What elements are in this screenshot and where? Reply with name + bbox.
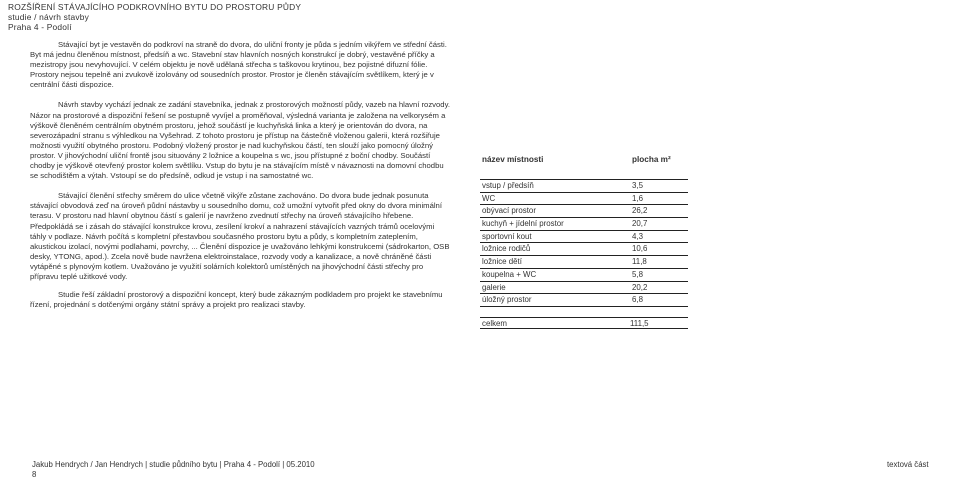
room-area: 3,5 — [632, 181, 643, 190]
total-label: celkem — [482, 319, 507, 328]
paragraph-construction: Stávající členění střechy směrem do ulice včetně vikýře zůstane zachováno. Do dvora bude jednak posunuta stávající obvodová zeď na úroveň půdní nástavby u sousedního domu, což umožní vytvořit před okny do dvora minimální terasu. V prostoru nad hlavní obytnou částí s galerií je navrženo zvednutí střechy na úroveň stávajícího hřebene. Předpokládá se i zásah do stávající konstrukce krovu, zesílení krokví a nahrazení stávajících vazných trámů ocelovými táhly v podlaze. Návrh počítá s kompletní přestavbou současného prostoru bytu a půdy, s kompletním zateplením, akustickou izolací, novými podlahami, povrchy, ... Členění dispozice je uvažováno lehkými konstrukcemi (sádrokarton, OSB desky, YTONG, apod.). Zcela nově bude navržena elektroinstalace, rozvody vody a kanalizace, a nově chráněné části vytápěné s plynovým kotlem. Uvažováno je využití solárních kolektorů umístěných na jihovýchodní části střechy pro přípravu teplé užitkové vody. — [30, 191, 450, 281]
room-name: koupelna + WC — [482, 269, 537, 279]
document-location: Praha 4 - Podolí — [8, 22, 72, 33]
table-row — [480, 293, 688, 307]
document-header — [8, 2, 301, 33]
room-area: 5,8 — [632, 269, 643, 279]
paragraph-study-scope: Studie řeší základní prostorový a dispoziční koncept, který bude zákazným podkladem pro projekt ke stavebnímu řízení, projednání s dotčenými orgány státní správy a projekt pro realizaci stavby. — [30, 290, 443, 310]
document-subtitle: studie / návrh stavby — [8, 12, 90, 23]
footer-authors: Jakub Hendrych / Jan Hendrych | studie půdního bytu | Praha 4 - Podolí | 05.2010 — [32, 460, 315, 469]
room-name: WC — [482, 193, 496, 203]
room-name: obývací prostor — [482, 206, 536, 216]
room-area-table — [480, 155, 688, 307]
paragraph-design-concept: Návrh stavby vychází jednak ze zadání stavebníka, jednak z prostorových možností půdy, vazeb na hlavní rozvody. Názor na prostorové a dispoziční řešení se postupně vyvíjel a proměňoval, výsledná varianta je založena na velkorysém a výškově členěném centrálním obytném prostoru, jehož součástí je kuchyňská linka a který je orientován do dvora, na severozápadní stranu s výhledkou na Vyšehrad. Z tohoto prostoru je přístup na částečně vloženou galerii, která rozšiřuje možnosti využití obytného prostoru. Podobný vložený prostor je nad kuchyňskou částí, ten slouží jako pomocný úložný prostor. V jihovýchodní uliční frontě jsou situovány 2 ložnice a koupelna s wc, jsou přístupné z boční chodby. Součástí chodby je výškově otevřený prostor kolem světlíku. Vstup do bytu je na stávajícím místě v návaznosti na domovní chodbu se schodištěm a výtah. Vstoupí se do předsíně, odkud je vstup i na samostatné wc. — [30, 100, 450, 181]
table-row — [480, 242, 688, 255]
document-title: ROZŠÍŘENÍ STÁVAJÍCÍHO PODKROVNÍHO BYTU DO PROSTORU PŮDY — [8, 2, 302, 12]
room-area: 4,3 — [632, 231, 643, 241]
table-row — [480, 217, 688, 230]
room-area: 20,7 — [632, 219, 648, 229]
room-name: ložnice rodičů — [482, 244, 531, 254]
table-row — [480, 179, 688, 192]
table-row — [480, 268, 688, 281]
table-row — [480, 230, 688, 243]
table-row — [480, 281, 688, 294]
room-name: ložnice dětí — [482, 257, 522, 267]
room-name: úložný prostor — [482, 295, 532, 305]
column-header-room: název místnosti — [482, 155, 544, 164]
total-value: 111,5 — [630, 319, 649, 328]
table-total-row — [480, 317, 688, 329]
paragraph-existing-state: Stávající byt je vestavěn do podkroví na straně do dvora, do uliční fronty je půda s jedním vikýřem ve střední části. Byt má jednu členěnou místnost, předsíň a wc. Stavební stav hlavních nosných konstrukcí je dobrý, vestavěné příčky a mezistropy jsou nevyhovující. V celém objektu je nově udělaná střecha s taškovou krytinou, bez pojistné difuzní fólie. Prostory nejsou tepelně ani zvukově izolovány od sousedních prostor. Prostor je členěn stávajícím světlíkem, který je v centrální části dispozice. — [30, 40, 447, 90]
table-row — [480, 255, 688, 268]
room-name: kuchyň + jídelní prostor — [482, 219, 564, 229]
table-header — [480, 155, 688, 179]
room-area: 6,8 — [632, 295, 643, 305]
table-row — [480, 204, 688, 217]
room-name: galerie — [482, 282, 506, 292]
footer-section: textová část — [887, 460, 929, 469]
table-row — [480, 192, 688, 205]
body-text — [30, 40, 450, 320]
room-area: 11,8 — [632, 257, 647, 267]
room-area: 26,2 — [632, 206, 648, 216]
column-header-area: plocha m² — [632, 155, 671, 164]
room-area: 1,6 — [632, 193, 643, 203]
room-name: sportovní kout — [482, 231, 532, 241]
room-area: 10,6 — [632, 244, 648, 254]
page-number: 8 — [32, 470, 37, 479]
room-area: 20,2 — [632, 282, 648, 292]
room-name: vstup / předsíň — [482, 181, 534, 190]
